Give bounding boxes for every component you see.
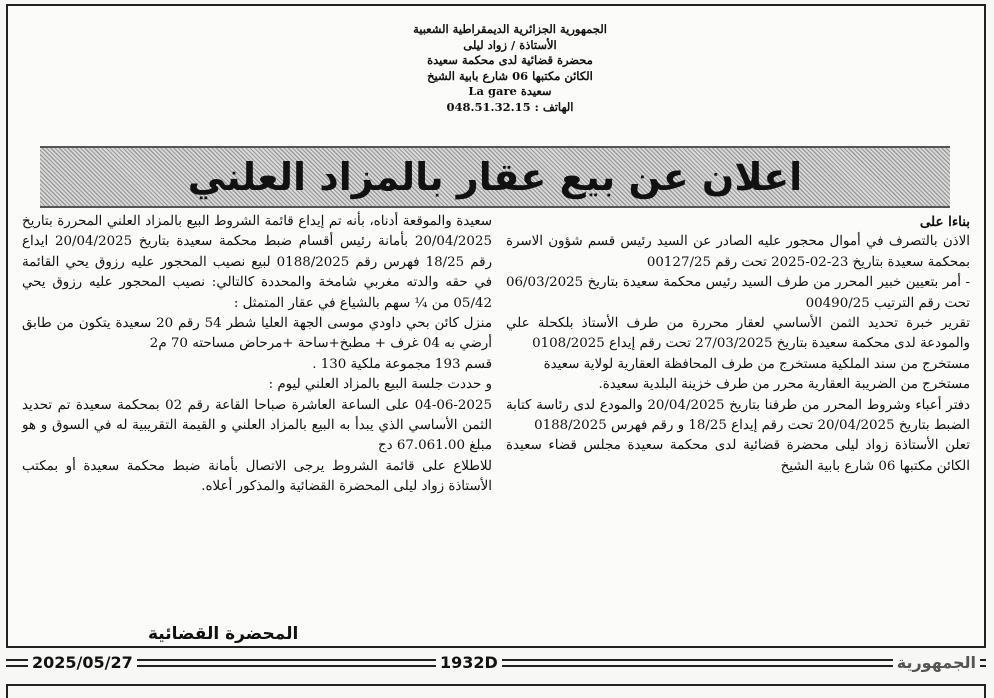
paragraph: قسم 193 مجموعة ملكية 130 . (312, 356, 492, 372)
header-line-republic: الجمهورية الجزائرية الديمقراطية الشعبية (413, 22, 607, 36)
left-text-column (22, 212, 492, 498)
header-line-phone: الهاتف : 048.51.32.15 (446, 99, 574, 114)
paragraph: مستخرج من سند الملكية مستخرج من طرف المحافظة العقارية لولاية سعيدة (543, 356, 970, 372)
issuer-header (300, 22, 720, 115)
paragraph: للاطلاع على قائمة الشروط يرجى الاتصال بأمانة ضبط محكمة سعيدة أو بمكتب الأستاذة زواد ليلى المحضرة القضائية والمذكور أعلاه. (22, 458, 492, 495)
header-line-role: محضرة قضائية لدى محكمة سعيدة (427, 53, 593, 67)
header-line-city: سعيدة La gare (468, 84, 552, 98)
paragraph: 04-06-2025 على الساعة العاشرة صباحا القاعة رقم 02 بمحكمة سعيدة تم تحديد الثمن الأساسي الذي يبدأ به البيع بالمزاد العلني و القيمة التقريبية له في السوق و هو مبلغ 67.061.00 دج (22, 397, 492, 454)
header-line-name: الأستاذة / زواد ليلى (463, 37, 557, 52)
paragraph: الاذن بالتصرف في أموال محجور عليه الصادر عن السيد رئيس قسم شؤون الاسرة بمحكمة سعيدة بتاريخ 23-02-2025 تحت رقم 00127/25 (506, 234, 970, 270)
footer-ad-number: 1932D (436, 653, 502, 673)
footer-newspaper-name: الجمهورية (893, 653, 980, 673)
signature-title: المحضرة القضائية (148, 624, 299, 644)
footer-date: 2025/05/27 (28, 653, 137, 673)
paragraph: و حددت جلسة البيع بالمزاد العلني ليوم : (268, 377, 492, 393)
paragraph: مستخرج من الضريبة العقارية محرر من طرف خزينة البلدية سعيدة. (598, 377, 970, 393)
right-text-column (506, 212, 970, 477)
paragraph: تعلن الأستاذة زواد ليلى محضرة قضائية لدى محكمة سعيدة مجلس قضاء سعيدة الكائن مكتبها 06 شارع بابية الشيخ (506, 438, 970, 474)
paragraph: منزل كائن بحي داودي موسى الجهة العليا شطر 54 رقم 20 سعيدة يتكون من طابق أرضي به 04 غرف + مطبخ+ساحة +مرحاض مساحته 70 م2 (22, 316, 492, 352)
footer-bar (6, 653, 986, 675)
paragraph: دفتر أعباء وشروط المحرر من طرفنا بتاريخ 20/04/2025 والمودع لدى رئاسة كتابة الضبط بتاريخ 20/04/2025 تحت رقم إيداع 18/25 و رقم فهرس 0188/2025 (506, 397, 970, 434)
paragraph: بناءا على (919, 214, 970, 230)
paragraph: تقرير خبرة تحديد الثمن الأساسي لعقار محررة من طرف الأستاذ بلكحلة علي والمودعة لدى محكمة سعيدة بتاريخ 27/03/2025 تحت رقم إيداع 0108/2025 (506, 316, 970, 352)
paragraph: - أمر بتعيين خبير المحرر من طرف السيد رئيس محكمة سعيدة بتاريخ 06/03/2025 تحت رقم الترتيب 00490/25 (506, 275, 970, 311)
title-banner (40, 146, 950, 208)
paragraph: سعيدة والموقعة أدناه، بأنه تم إيداع قائمة الشروط البيع بالمزاد العلني المحررة بتاريخ 20/04/2025 بأمانة رئيس أقسام ضبط محكمة سعيدة بتاريخ 20/04/2025 ايداع رقم 18/25 فهرس رقم 0188/2025 لبيع نصيب المحجور عليه رزوق يحي القائمة في حقه والدته مغربي شامخة والمحددة كالتالي: نصيب المحجور عليه رزوق يحي 05/42 من ¼ سهم بالشياع في عقار المتمثل : (22, 214, 493, 311)
announcement-title: اعلان عن بيع عقار بالمزاد العلني (187, 155, 803, 199)
header-line-address: الكائن مكتبها 06 شارع بابية الشيخ (427, 68, 593, 83)
